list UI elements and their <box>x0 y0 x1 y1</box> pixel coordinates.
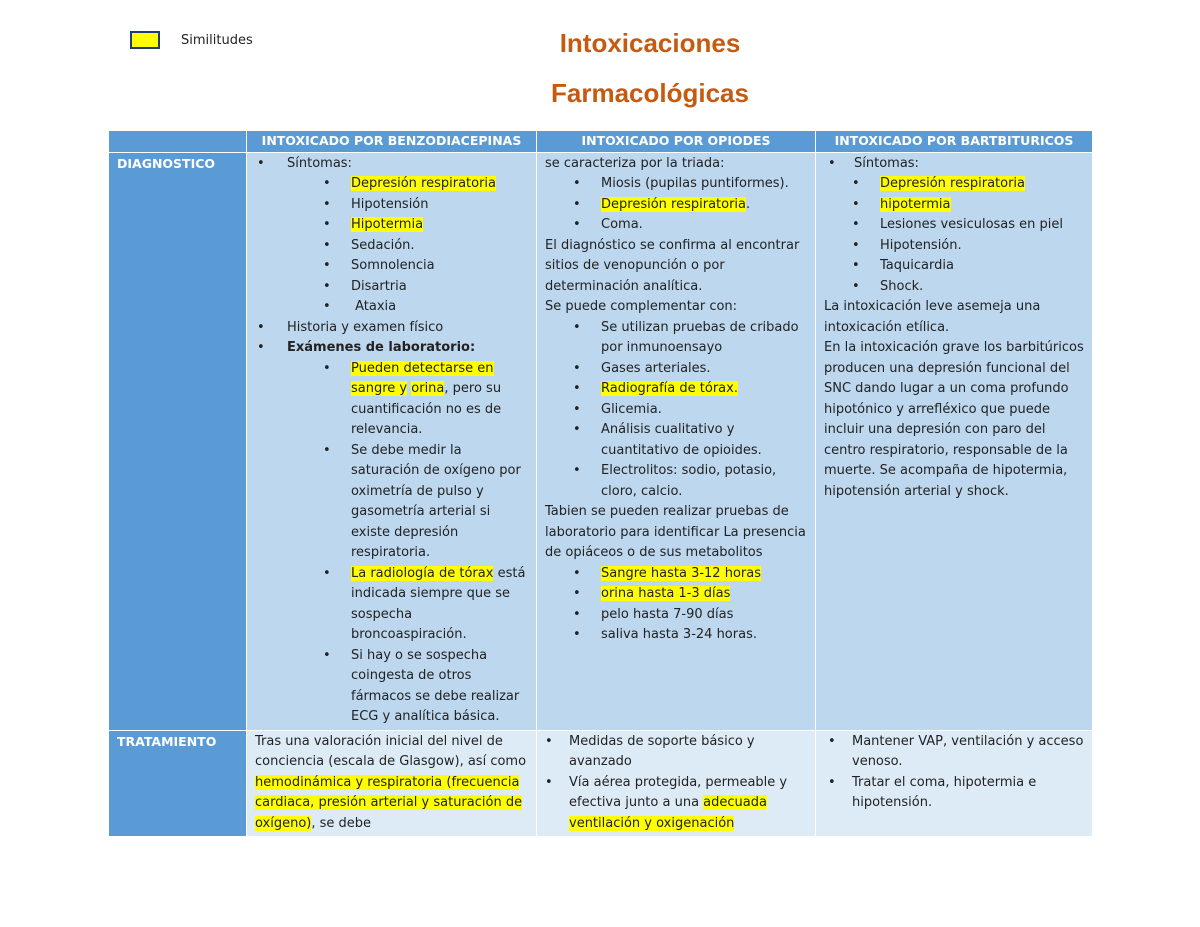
cell-diagnostico-benzo <box>247 152 537 730</box>
cell-tratamiento-benzo <box>247 730 537 837</box>
list-item: • Electrolitos: sodio, potasio, cloro, calcio. <box>545 461 809 502</box>
list-item <box>824 174 1086 195</box>
highlight-text: Sangre hasta 3-12 horas <box>601 565 761 581</box>
text: . <box>746 196 751 212</box>
benzo-diag-list <box>255 154 530 728</box>
benzo-tratamiento-text <box>255 732 530 835</box>
list-item <box>545 584 809 605</box>
list-item: • saliva hasta 3-24 horas. <box>545 625 809 646</box>
benzo-examenes-label: Exámenes de laboratorio: <box>287 340 476 355</box>
text: , se debe <box>311 815 372 831</box>
table-header-row <box>109 131 1093 153</box>
highlight-text: La radiología de tórax <box>351 565 494 581</box>
cell-tratamiento-opio <box>537 730 816 837</box>
opio-tambien-text: Tabien se pueden realizar pruebas de laboratorio para identificar La presencia de opiáceos o de sus metabolitos <box>545 504 806 560</box>
list-item: • Si hay o se sospecha coingesta de otros fármacos se debe realizar ECG y analítica básica. <box>287 646 530 728</box>
highlight-text: orina hasta 1-3 días <box>601 586 731 601</box>
highlight-text: orina <box>411 381 445 396</box>
opio-complementa-list <box>545 318 809 503</box>
barbi-leve-text: La intoxicación leve asemeja una intoxicación etílica. <box>824 299 1041 335</box>
list-item: • Lesiones vesiculosas en piel <box>824 215 1086 236</box>
list-item: • Hipotensión <box>287 195 530 216</box>
list-item: • Sedación. <box>287 236 530 257</box>
text: está indicada siempre que se sospecha broncoaspiración. <box>351 565 526 642</box>
list-item: • Tratar el coma, hipotermia e hipotensión. <box>828 773 1086 814</box>
list-item: • Shock. <box>824 277 1086 298</box>
list-item <box>287 359 530 441</box>
list-item <box>545 564 809 585</box>
list-item <box>287 174 530 195</box>
list-item: • Análisis cualitativo y cuantitativo de opioides. <box>545 420 809 461</box>
list-item <box>545 379 809 400</box>
header-opiodes: INTOXICADO POR OPIODES <box>537 131 816 153</box>
cell-diagnostico-barbi <box>816 152 1093 730</box>
page-title-line2: Farmacológicas <box>551 78 749 108</box>
barbi-sintomas-head <box>828 154 1086 175</box>
page-title-line1: Intoxicaciones <box>559 28 741 58</box>
list-item: • Historia y examen físico <box>255 318 530 339</box>
highlight-text: Depresión respiratoria <box>351 176 497 191</box>
highlight-text: Depresión respiratoria <box>880 176 1026 191</box>
list-item <box>255 338 530 728</box>
highlight-text: Depresión respiratoria <box>601 196 747 212</box>
list-item: • Coma. <box>545 215 809 236</box>
list-item: • Gases arteriales. <box>545 359 809 380</box>
opio-tratamiento-list <box>545 732 809 835</box>
opio-triada-list <box>545 174 809 236</box>
benzo-examenes-list <box>287 359 530 728</box>
header-empty <box>109 131 247 153</box>
highlight-text: Pueden detectarse en sangre y <box>351 360 494 396</box>
list-item: • Somnolencia <box>287 256 530 277</box>
list-item: • Disartria <box>287 277 530 298</box>
list-item <box>287 564 530 646</box>
benzo-sintomas-list <box>287 174 530 318</box>
barbi-sintomas-list <box>824 174 1086 297</box>
list-item: • Se debe medir la saturación de oxígeno por oximetría de pulso y gasometría arterial si existe depresión respiratoria. <box>287 441 530 564</box>
highlight-text: hipotermia <box>880 196 951 212</box>
row-label-diagnostico: DIAGNOSTICO <box>109 152 247 730</box>
highlight-text: hemodinámica y respiratoria (frecuencia cardiaca, presión arterial y saturación de oxígeno) <box>255 774 523 831</box>
opio-confirma-text: El diagnóstico se confirma al encontrar sitios de venopunción o por determinación analítica. <box>545 237 800 294</box>
text: Vía aérea protegida, permeable y efectiva junto a una <box>569 774 788 810</box>
highlight-text: Radiografía de tórax. <box>601 381 738 396</box>
opio-metabolitos-list <box>545 564 809 646</box>
benzo-sintomas-label: Síntomas: <box>287 155 352 171</box>
text: , pero su cuantificación no es de relevancia. <box>351 381 502 437</box>
list-item: • Glicemia. <box>545 400 809 421</box>
list-item: • Hipotensión. <box>824 236 1086 257</box>
table-row-diagnostico <box>109 152 1093 730</box>
cell-diagnostico-opio <box>537 152 816 730</box>
opio-triada-text: se caracteriza por la triada: <box>545 155 725 171</box>
legend-label: Similitudes <box>181 33 253 48</box>
highlight-text: adecuada ventilación y oxigenación <box>569 795 767 831</box>
list-item <box>255 154 530 318</box>
list-item: • pelo hasta 7-90 días <box>545 605 809 626</box>
list-item <box>824 195 1086 216</box>
list-item: • Se utilizan pruebas de cribado por inmunoensayo <box>545 318 809 359</box>
list-item: • Mantener VAP, ventilación y acceso venoso. <box>828 732 1086 773</box>
cell-tratamiento-barbi <box>816 730 1093 837</box>
list-item: • Ataxia <box>287 297 530 318</box>
list-item <box>545 195 809 216</box>
list-item <box>545 773 809 835</box>
barbi-grave-text: En la intoxicación grave los barbitúricos producen una depresión funcional del SNC dando lugar a un coma profundo hipotónico y arrefléxico que puede incluir una depresión con paro del centro respiratorio, responsable de la muerte. Se acompaña de hipotermia, hipotensión arterial y shock. <box>824 340 1084 499</box>
text: Tras una valoración inicial del nivel de conciencia (escala de Glasgow), así como <box>255 733 527 769</box>
header-benzodiacepinas: INTOXICADO POR BENZODIACEPINAS <box>247 131 537 153</box>
list-item: • Medidas de soporte básico y avanzado <box>545 732 809 773</box>
header-barbituricos: INTOXICADO POR BARTBITURICOS <box>816 131 1093 153</box>
list-item: • Taquicardia <box>824 256 1086 277</box>
list-item <box>287 215 530 236</box>
table-row-tratamiento <box>109 730 1093 837</box>
opio-complementa-text: Se puede complementar con: <box>545 299 738 314</box>
list-item: • Síntomas: <box>828 154 1086 175</box>
comparison-table <box>108 130 1093 837</box>
barbi-tratamiento-list <box>828 732 1086 814</box>
row-label-tratamiento: TRATAMIENTO <box>109 730 247 837</box>
list-item: • Miosis (pupilas puntiformes). <box>545 174 809 195</box>
highlight-text: Hipotermia <box>351 217 424 232</box>
